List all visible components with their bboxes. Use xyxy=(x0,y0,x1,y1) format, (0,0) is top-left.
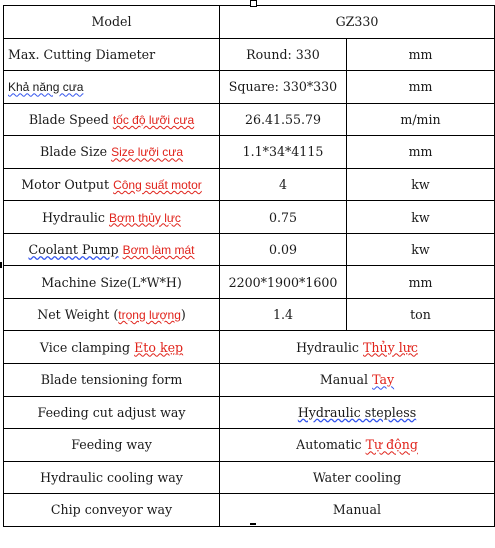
row-label: Net Weight ( xyxy=(37,307,119,323)
row-value-cell: 4 xyxy=(220,168,347,201)
row-unit-cell: mm xyxy=(347,38,495,71)
row-label-cell xyxy=(4,364,220,397)
row-label-vietnamese: tốc độ lưỡi cưa xyxy=(112,112,195,127)
row-value-cell: Round: 330 xyxy=(220,38,347,71)
row-unit-cell: mm xyxy=(347,136,495,169)
row-label-vietnamese: Khả năng cưa xyxy=(8,80,84,95)
row-value: Automatic xyxy=(296,437,362,453)
row-label-vietnamese: trọng lượng xyxy=(118,308,181,323)
row-label-cell xyxy=(4,201,220,234)
row-label: Max. Cutting Diameter xyxy=(8,46,156,62)
row-value-cell: 0.75 xyxy=(220,201,347,234)
table-row xyxy=(4,266,495,299)
row-label-cell xyxy=(4,168,220,201)
row-label-vietnamese: Eto kẹp xyxy=(134,339,184,355)
row-label-cell xyxy=(4,233,220,266)
table-row-merged xyxy=(4,396,495,429)
row-label-vietnamese: Bơm thủy lực xyxy=(109,210,181,225)
header-label-cell: Model xyxy=(4,6,220,39)
row-value: Manual xyxy=(332,502,382,518)
table-row xyxy=(4,38,495,71)
row-label-cell xyxy=(4,298,220,331)
row-label-cell xyxy=(4,38,220,71)
header-value-cell: GZ330 xyxy=(220,6,495,39)
row-value-cell: Square: 330*330 xyxy=(220,71,347,104)
table-row xyxy=(4,136,495,169)
row-label: Hydraulic xyxy=(42,209,105,225)
row-label-cell xyxy=(4,71,220,104)
row-value-cell: 2200*1900*1600 xyxy=(220,266,347,299)
table-row xyxy=(4,168,495,201)
row-label: Feeding cut adjust way xyxy=(37,404,186,420)
row-value-vietnamese: Tay xyxy=(372,372,395,388)
row-label-cell xyxy=(4,266,220,299)
row-label-vietnamese: Công suất motor xyxy=(113,178,202,192)
row-label: Vice clamping xyxy=(39,339,131,355)
row-label: Machine Size(L*W*H) xyxy=(41,274,182,290)
row-label: Coolant Pump xyxy=(28,242,119,258)
row-unit-cell: mm xyxy=(347,266,495,299)
row-unit-cell: kw xyxy=(347,233,495,266)
row-unit-cell: kw xyxy=(347,168,495,201)
row-value-cell: 26.41.55.79 xyxy=(220,103,347,136)
row-value-vietnamese: Thủy lực xyxy=(363,339,418,355)
row-label: Feeding way xyxy=(71,437,152,453)
row-value-cell xyxy=(220,331,495,364)
row-label-cell xyxy=(4,429,220,462)
table-row xyxy=(4,201,495,234)
row-unit-cell: m/min xyxy=(347,103,495,136)
row-label-vietnamese: Size lưỡi cưa xyxy=(111,145,184,160)
row-value-cell xyxy=(220,494,495,527)
row-label-vietnamese: Bơm làm mát xyxy=(122,243,195,258)
row-label: Blade tensioning form xyxy=(40,372,183,388)
table-header-row xyxy=(4,6,495,39)
spec-table xyxy=(3,5,495,527)
row-unit-cell: ton xyxy=(347,298,495,331)
row-label-cell xyxy=(4,136,220,169)
row-label-cell xyxy=(4,331,220,364)
row-value-vietnamese: Tự động xyxy=(365,437,418,453)
row-value-cell xyxy=(220,364,495,397)
row-label: Hydraulic cooling way xyxy=(40,469,183,485)
resize-handle-bottom[interactable] xyxy=(250,523,256,525)
table-row xyxy=(4,103,495,136)
row-value-cell: 0.09 xyxy=(220,233,347,266)
row-label: Motor Output xyxy=(21,177,110,192)
table-row xyxy=(4,233,495,266)
row-label-cell xyxy=(4,494,220,527)
row-value-cell: 1.1*34*4115 xyxy=(220,136,347,169)
table-row xyxy=(4,298,495,331)
row-unit-cell: kw xyxy=(347,201,495,234)
row-label-cell xyxy=(4,396,220,429)
table-row-merged xyxy=(4,429,495,462)
resize-handle-left[interactable] xyxy=(0,262,2,268)
row-value: Water cooling xyxy=(312,469,402,485)
row-value-cell: 1.4 xyxy=(220,298,347,331)
row-label: Blade Size xyxy=(39,144,108,160)
row-value: Hydraulic xyxy=(296,339,359,355)
row-label-cell xyxy=(4,461,220,494)
row-label: Chip conveyor way xyxy=(50,502,173,518)
row-label-cell xyxy=(4,103,220,136)
row-value-cell xyxy=(220,429,495,462)
row-label-suffix: ) xyxy=(180,307,186,323)
row-unit-cell: mm xyxy=(347,71,495,104)
resize-handle-top[interactable] xyxy=(250,0,257,7)
row-value-cell xyxy=(220,396,495,429)
table-row-merged xyxy=(4,331,495,364)
table-row-merged xyxy=(4,461,495,494)
row-label: Blade Speed xyxy=(28,111,109,127)
row-value: Hydraulic stepless xyxy=(297,404,417,420)
row-value: Manual xyxy=(319,372,369,388)
table-row xyxy=(4,71,495,104)
table-row-merged xyxy=(4,494,495,527)
row-value-cell xyxy=(220,461,495,494)
table-row-merged xyxy=(4,364,495,397)
